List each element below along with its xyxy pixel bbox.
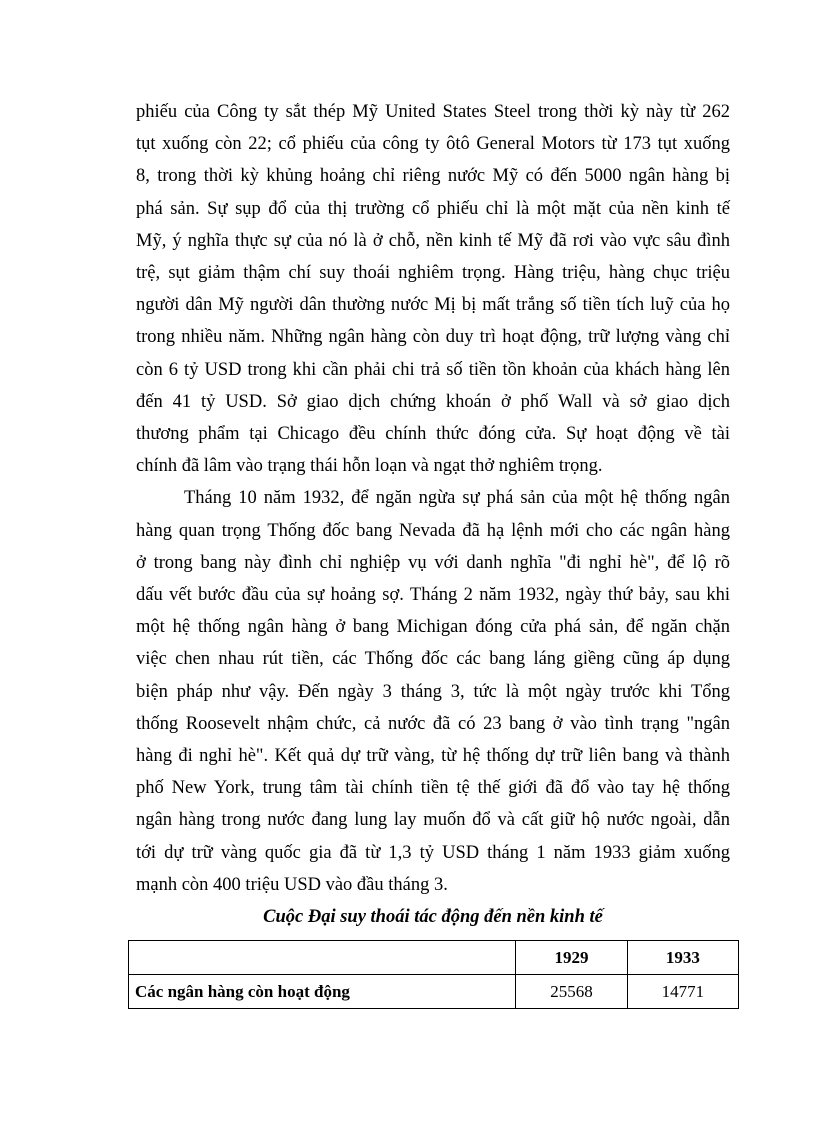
text-line: thống Roosevelt nhậm chức, cả nước đã có 23 bang ở vào tình trạng "ngân bbox=[136, 713, 730, 734]
text-line: đến 41 tỷ USD. Sở giao dịch chứng khoán ở phố Wall và sở giao dịch bbox=[136, 391, 730, 412]
text-line: hàng quan trọng Thống đốc bang Nevada đã hạ lệnh mới cho các ngân hàng bbox=[136, 520, 730, 541]
text-line: Tháng 10 năm 1932, để ngăn ngừa sự phá sản của một hệ thống ngân bbox=[184, 488, 730, 509]
value-1933: 14771 bbox=[627, 975, 738, 1009]
text-line: phố New York, trung tâm tài chính tiền tệ thế giới đã đổ vào tay hệ thống bbox=[136, 778, 730, 799]
header-year-1933: 1933 bbox=[627, 941, 738, 975]
text-line: tới dự trữ vàng quốc gia đã từ 1,3 tỷ USD tháng 1 năm 1933 giảm xuống bbox=[136, 842, 730, 863]
text-line: còn 6 tỷ USD trong khi cần phải chi trả số tiền tồn khoản của khách hàng lên bbox=[136, 359, 730, 380]
paragraph-2 bbox=[136, 482, 730, 901]
text-line: trệ, sụt giảm thậm chí suy thoái nghiêm trọng. Hàng triệu, hàng chục triệu bbox=[136, 263, 730, 284]
text-line: việc chen nhau rút tiền, các Thống đốc các bang láng giềng cũng áp dụng bbox=[136, 649, 730, 670]
table-header-row bbox=[129, 941, 739, 975]
text-line: một hệ thống ngân hàng ở bang Michigan đóng cửa phá sản, để ngăn chặn bbox=[136, 617, 730, 638]
body-text bbox=[136, 96, 730, 901]
table-caption: Cuộc Đại suy thoái tác động đến nền kinh tế bbox=[263, 907, 603, 927]
row-label: Các ngân hàng còn hoạt động bbox=[129, 975, 516, 1009]
text-line: ngân hàng trong nước đang lung lay muốn đổ và cất giữ hộ nước ngoài, dẫn bbox=[136, 810, 730, 831]
header-label-cell bbox=[129, 941, 516, 975]
value-1929: 25568 bbox=[516, 975, 627, 1009]
paragraph-1 bbox=[136, 96, 730, 482]
text-line: dấu vết bước đầu của sự hoảng sợ. Tháng 2 năm 1932, ngày thứ bảy, sau khi bbox=[136, 585, 730, 606]
text-line: ở trong bang này đình chỉ nghiệp vụ với danh nghĩa "đi nghỉ hè", để lộ rõ bbox=[136, 552, 730, 573]
text-line: thương phẩm tại Chicago đều chính thức đóng cửa. Sự hoạt động về tài bbox=[136, 424, 730, 445]
text-line: phá sản. Sự sụp đổ của thị trường cổ phiếu chỉ là một mặt của nền kinh tế bbox=[136, 198, 730, 219]
text-line: tụt xuống còn 22; cổ phiếu của công ty ôtô General Motors từ 173 tụt xuống bbox=[136, 134, 730, 155]
text-line: 8, trong thời kỳ khủng hoảng chỉ riêng nước Mỹ có đến 5000 ngân hàng bị bbox=[136, 166, 730, 187]
header-year-1929: 1929 bbox=[516, 941, 627, 975]
text-line: mạnh còn 400 triệu USD vào đầu tháng 3. bbox=[136, 874, 448, 895]
text-line: phiếu của Công ty sắt thép Mỹ United States Steel trong thời kỳ này từ 262 bbox=[136, 102, 730, 122]
text-line: người dân Mỹ người dân thường nước Mị bị mất trắng số tiền tích luỹ của họ bbox=[136, 295, 730, 316]
text-line: biện pháp như vậy. Đến ngày 3 tháng 3, tức là một ngày trước khi Tổng bbox=[136, 681, 730, 702]
text-line: Mỹ, ý nghĩa thực sự của nó là ở chỗ, nền kinh tế Mỹ đã rơi vào vực sâu đình bbox=[136, 230, 730, 251]
text-line: hàng đi nghỉ hè". Kết quả dự trữ vàng, từ hệ thống dự trữ liên bang và thành bbox=[136, 746, 730, 767]
text-line: chính đã lâm vào trạng thái hỗn loạn và ngạt thở nghiêm trọng. bbox=[136, 456, 603, 477]
text-line: trong nhiều năm. Những ngân hàng còn duy trì hoạt động, trữ lượng vàng chỉ bbox=[136, 327, 730, 348]
table-row bbox=[129, 975, 739, 1009]
data-table bbox=[128, 940, 739, 1009]
